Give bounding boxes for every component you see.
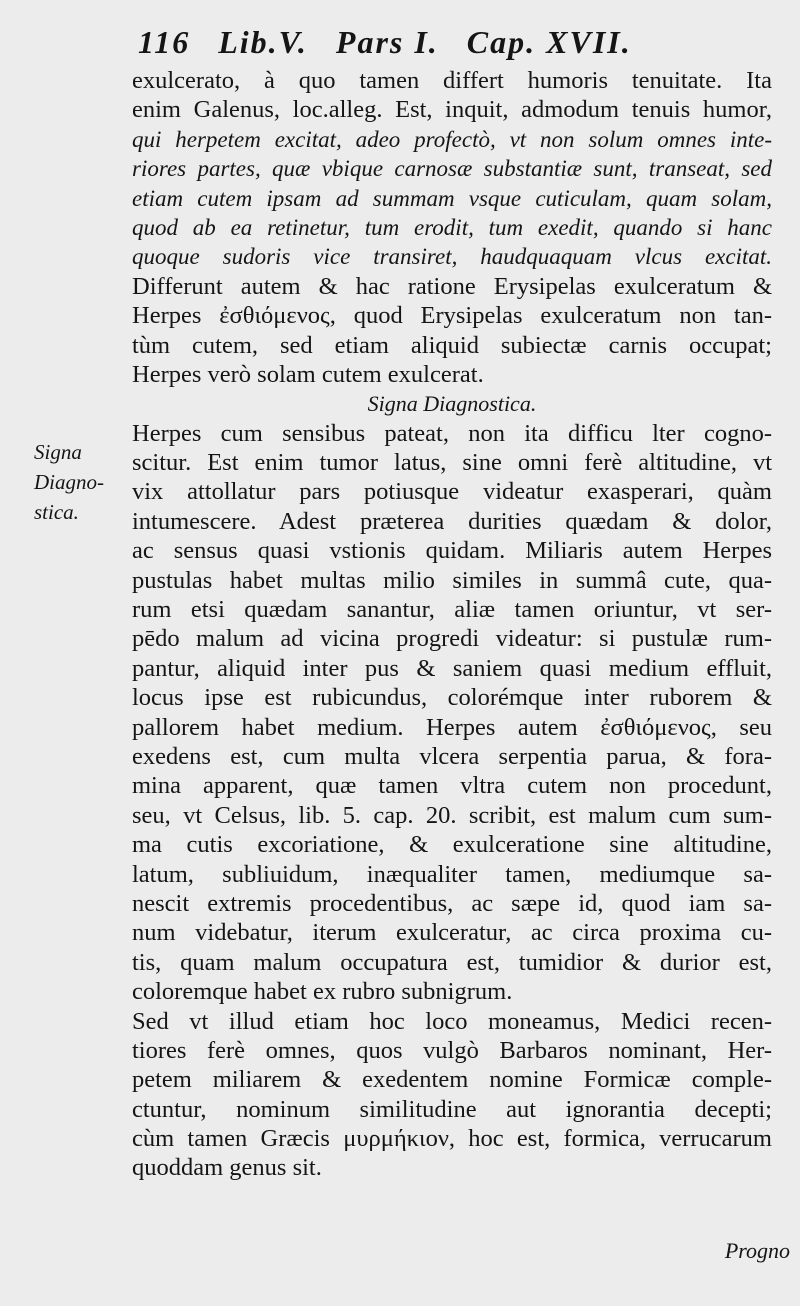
running-header (138, 24, 650, 61)
body-text (132, 66, 772, 1183)
text-line: ac sensus quasi vstionis quidam. Miliaris autem Herpes (132, 537, 772, 565)
text-line: tùm cutem, sed etiam aliquid subiectæ carnis occupat; (132, 331, 772, 359)
margin-note-line: stica. (34, 500, 79, 524)
text-line: seu, vt Celsus, lib. 5. cap. 20. scribit, est malum cum sum- (132, 801, 772, 829)
margin-note-line: Signa (34, 440, 82, 464)
text-line: tiores ferè omnes, quos vulgò Barbaros nominant, Her- (132, 1036, 772, 1064)
text-line: ma cutis excoriatione, & exulceratione sine altitudine, (132, 831, 772, 859)
margin-note-line: Diagno- (34, 470, 104, 494)
text-line: tis, quam malum occupatura est, tumidior & durior est, (132, 948, 772, 976)
text-line: pallorem habet medium. Herpes autem ἐσθιόμενος, seu (132, 713, 772, 741)
text-line: quoddam genus sit. (132, 1154, 322, 1182)
text-line: pantur, aliquid inter pus & saniem quasi medium effluit, (132, 654, 772, 682)
text-line: Differunt autem & hac ratione Erysipelas exulceratum & (132, 272, 772, 300)
text-line: coloremque habet ex rubro subnigrum. (132, 978, 513, 1006)
text-line: riores partes, quæ vbique carnosæ substantiæ sunt, transeat, sed (132, 156, 772, 182)
text-line: ctuntur, nominum similitudine aut ignorantia decepti; (132, 1095, 772, 1123)
catchword: Progno (724, 1238, 790, 1263)
text-line: quoque sudoris vice transiret, haudquaquam vlcus excitat. (132, 244, 772, 270)
chapter-label: Cap. XVII. (466, 24, 632, 60)
text-line: qui herpetem excitat, adeo profectò, vt non solum omnes inte- (132, 126, 772, 152)
text-line: pustulas habet multas milio similes in summâ cute, qua- (132, 566, 772, 594)
text-line: exulcerato, à quo tamen differt humoris tenuitate. Ita (132, 67, 772, 94)
text-line: intumescere. Adest præterea durities quædam & dolor, (132, 507, 772, 535)
text-line: cùm tamen Græcis μυρμήκιον, hoc est, formica, verrucarum (132, 1125, 772, 1153)
page-number: 116 (138, 24, 191, 60)
book-label: Lib.V. (218, 24, 308, 60)
text-line: nescit extremis procedentibus, ac sæpe id, quod iam sa- (132, 889, 772, 917)
text-line: Herpes cum sensibus pateat, non ita difficu lter cogno- (132, 419, 772, 447)
text-line: Sed vt illud etiam hoc loco moneamus, Medici recen- (132, 1007, 772, 1035)
text-line: quod ab ea retinetur, tum erodit, tum exedit, quando si hanc (132, 214, 772, 240)
text-line: Signa Diagnostica. (367, 391, 537, 417)
text-line: mina apparent, quæ tamen vltra cutem non procedunt, (132, 772, 772, 800)
text-line: scitur. Est enim tumor latus, sine omni ferè altitudine, vt (132, 449, 772, 477)
part-label: Pars I. (335, 24, 439, 60)
text-line: vix attollatur pars potiusque videatur exasperari, quàm (132, 478, 772, 506)
text-line: pēdo malum ad vicina progredi videatur: si pustulæ rum- (132, 625, 772, 653)
text-line: locus ipse est rubicundus, colorémque inter ruborem & (132, 684, 772, 712)
margin-note (34, 437, 104, 527)
text-line: num videbatur, iterum exulceratur, ac circa proxima cu- (132, 919, 772, 947)
text-line: exedens est, cum multa vlcera serpentia parua, & fora- (132, 742, 772, 770)
text-line: rum etsi quædam sanantur, aliæ tamen oriuntur, vt ser- (132, 596, 772, 624)
text-line: latum, subliuidum, inæqualiter tamen, mediumque sa- (132, 860, 772, 888)
text-line: enim Galenus, loc.alleg. Est, inquit, admodum tenuis humor, (132, 96, 772, 124)
text-line: etiam cutem ipsam ad summam vsque cuticulam, quam solam, (132, 185, 772, 211)
text-line: petem miliarem & exedentem nomine Formicæ comple- (132, 1066, 772, 1094)
text-line: Herpes verò solam cutem exulcerat. (132, 360, 484, 388)
text-line: Herpes ἐσθιόμενος, quod Erysipelas exulceratum non tan- (132, 302, 772, 330)
